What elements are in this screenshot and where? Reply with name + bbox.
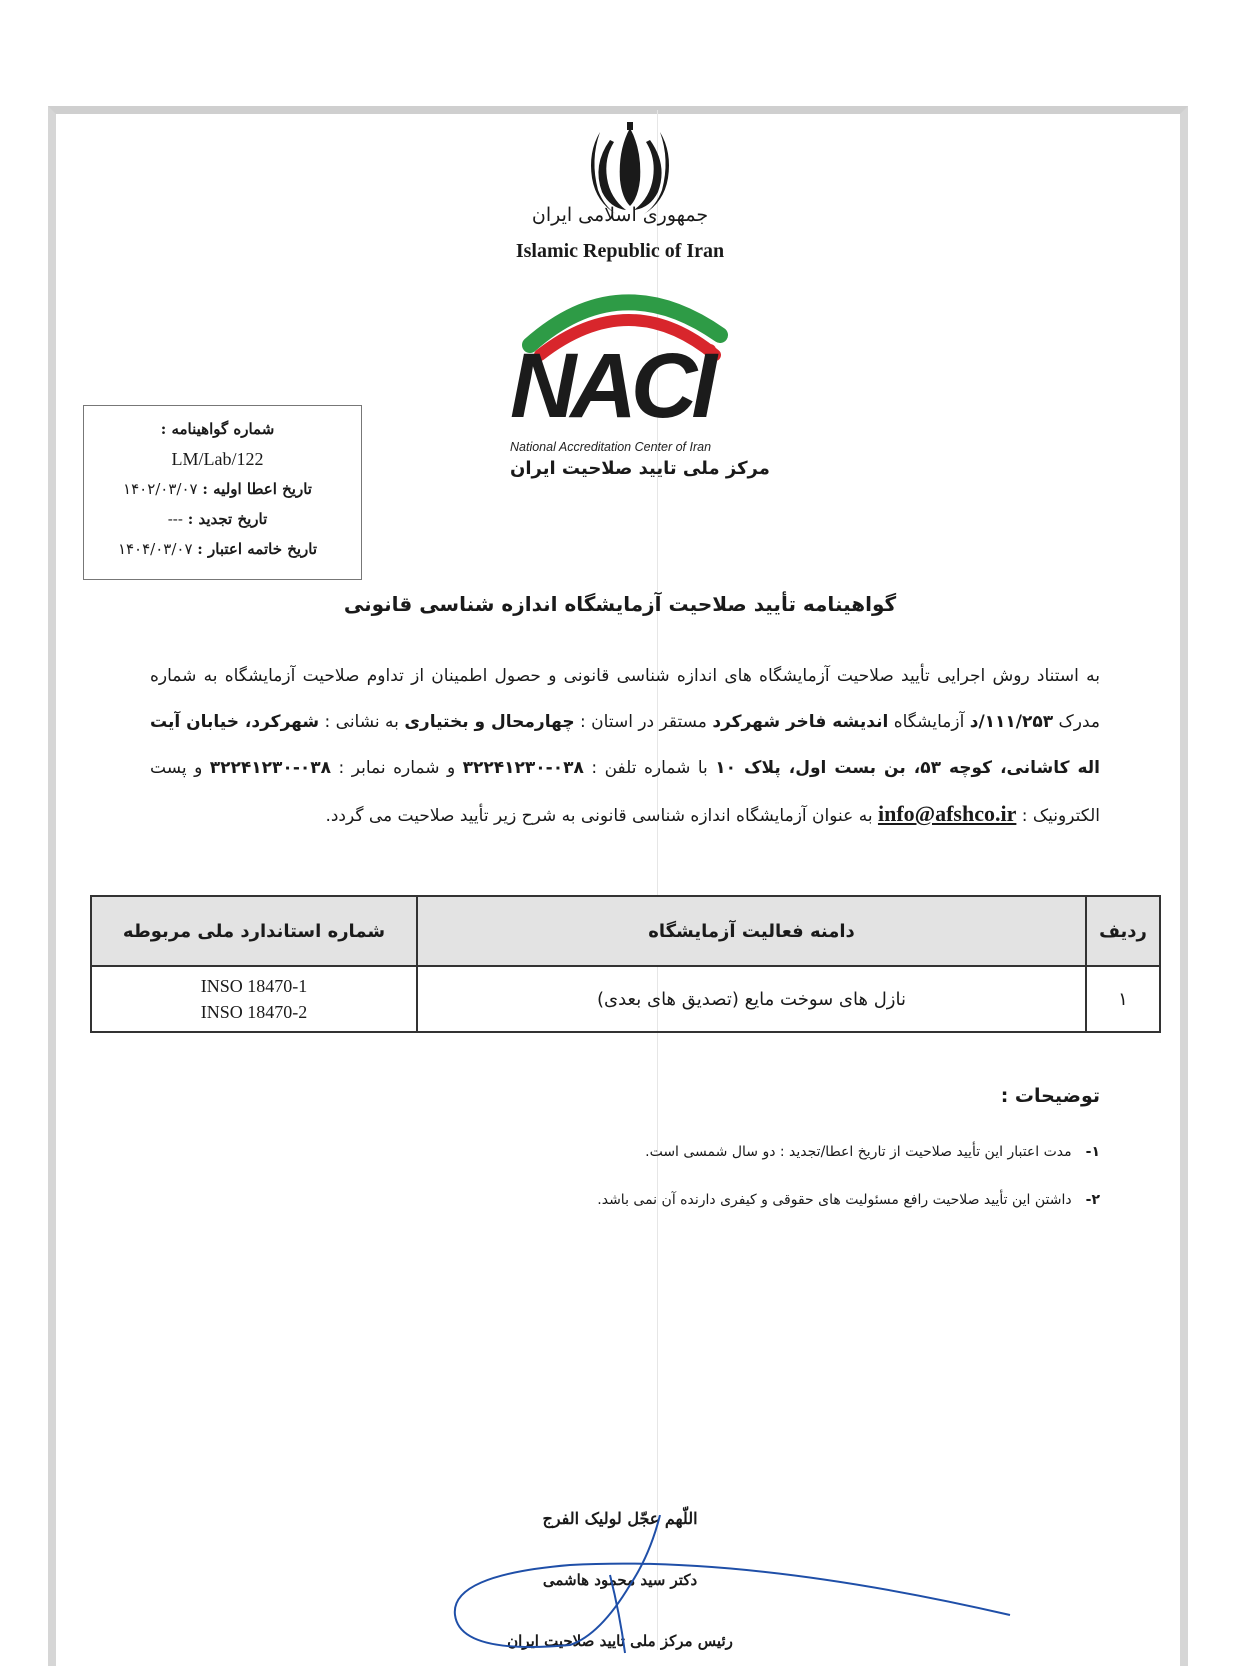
- col-header-standard: شماره استاندارد ملی مربوطه: [91, 896, 417, 966]
- cert-number-label: شماره گواهینامه :: [160, 420, 275, 438]
- email-link[interactable]: info@afshco.ir: [877, 801, 1017, 826]
- row-scope: نازل های سوخت مایع (تصدیق های بعدی): [417, 966, 1086, 1032]
- signatory-name: دکتر سید محمود هاشمی: [542, 1571, 698, 1589]
- row-index: ۱: [1086, 966, 1160, 1032]
- naci-english-name: National Accreditation Center of Iran: [510, 440, 712, 454]
- handwritten-signature-icon: [450, 1515, 1050, 1655]
- certificate-info-box: [83, 405, 362, 580]
- certificate-title: گواهینامه تأیید صلاحیت آزمایشگاه اندازه شناسی قانونی: [343, 592, 897, 616]
- activity-table: [90, 895, 1161, 1033]
- note-item: ۱-مدت اعتبار این تأیید صلاحیت از تاریخ اعطا/تجدید : دو سال شمسی است.: [645, 1144, 1100, 1160]
- republic-name-fa: جمهوری اسلامی ایران: [531, 204, 709, 226]
- province: چهارمحال و بختیاری: [404, 712, 575, 732]
- address: شهرکرد، خیابان آیت اله کاشانی، کوچه ۵۳، بن بست اول، پلاک ۱۰: [150, 712, 1101, 778]
- renew-date: تاریخ تجدید : ---: [167, 510, 268, 528]
- row-standards: INSO 18470-1 INSO 18470-2: [91, 966, 417, 1032]
- lab-name: اندیشه فاخر شهرکرد: [712, 712, 889, 732]
- expiry-date: تاریخ خاتمه اعتبار : ۱۴۰۴/۰۳/۰۷: [117, 540, 318, 558]
- phone-number: ۰۳۸-۳۲۲۴۱۲۳۰: [462, 758, 584, 778]
- prayer-line: اللّهم عجّل لولیک الفرج: [542, 1509, 698, 1528]
- republic-name-en: Islamic Republic of Iran: [515, 240, 725, 262]
- naci-wordmark: NACI: [510, 335, 711, 437]
- col-header-row-no: ردیف: [1086, 896, 1160, 966]
- cert-number-value: LM/Lab/122: [171, 449, 264, 469]
- document-number: ۱۱۱/۲۵۳/د: [969, 712, 1054, 732]
- table-row: [91, 966, 1160, 1032]
- col-header-scope: دامنه فعالیت آزمایشگاه: [417, 896, 1086, 966]
- notes-heading: توضیحات :: [1000, 1085, 1100, 1107]
- iran-emblem-icon: [580, 120, 680, 215]
- fax-number: ۰۳۸-۳۲۲۴۱۲۳۰: [209, 758, 332, 778]
- signatory-role: رئیس مرکز ملی تایید صلاحیت ایران: [507, 1632, 733, 1650]
- certificate-body: به استناد روش اجرایی تأیید صلاحیت آزمایشگاه های اندازه شناسی قانونی و حصول اطمینان از تداوم صلاحیت آزمایشگاه به شماره مدرک ۱۱۱/۲۵۳/د آزمایشگاه اندیشه فاخر شهرکرد مستقر در استان : چهارمحال و بختیاری به نشانی : شهرکرد، خیابان آیت اله کاشانی، کوچه ۵۳، بن بست اول، پلاک ۱۰ با شماره تلفن : ۰۳۸-۳۲۲۴۱۲۳۰ و شماره نمابر : ۰۳۸-۳۲۲۴۱۲۳۰ و پست الکترونیک : info@afshco.ir به عنوان آزمایشگاه اندازه شناسی قانونی به شرح زیر تأیید صلاحیت می گردد.: [150, 666, 1101, 826]
- issue-date: تاریخ اعطا اولیه : ۱۴۰۲/۰۳/۰۷: [123, 480, 312, 498]
- naci-persian-name: مرکز ملی تایید صلاحیت ایران: [510, 458, 770, 479]
- note-item: ۲-داشتن این تأیید صلاحیت رافع مسئولیت های حقوقی و کیفری دارنده آن نمی باشد.: [597, 1192, 1100, 1208]
